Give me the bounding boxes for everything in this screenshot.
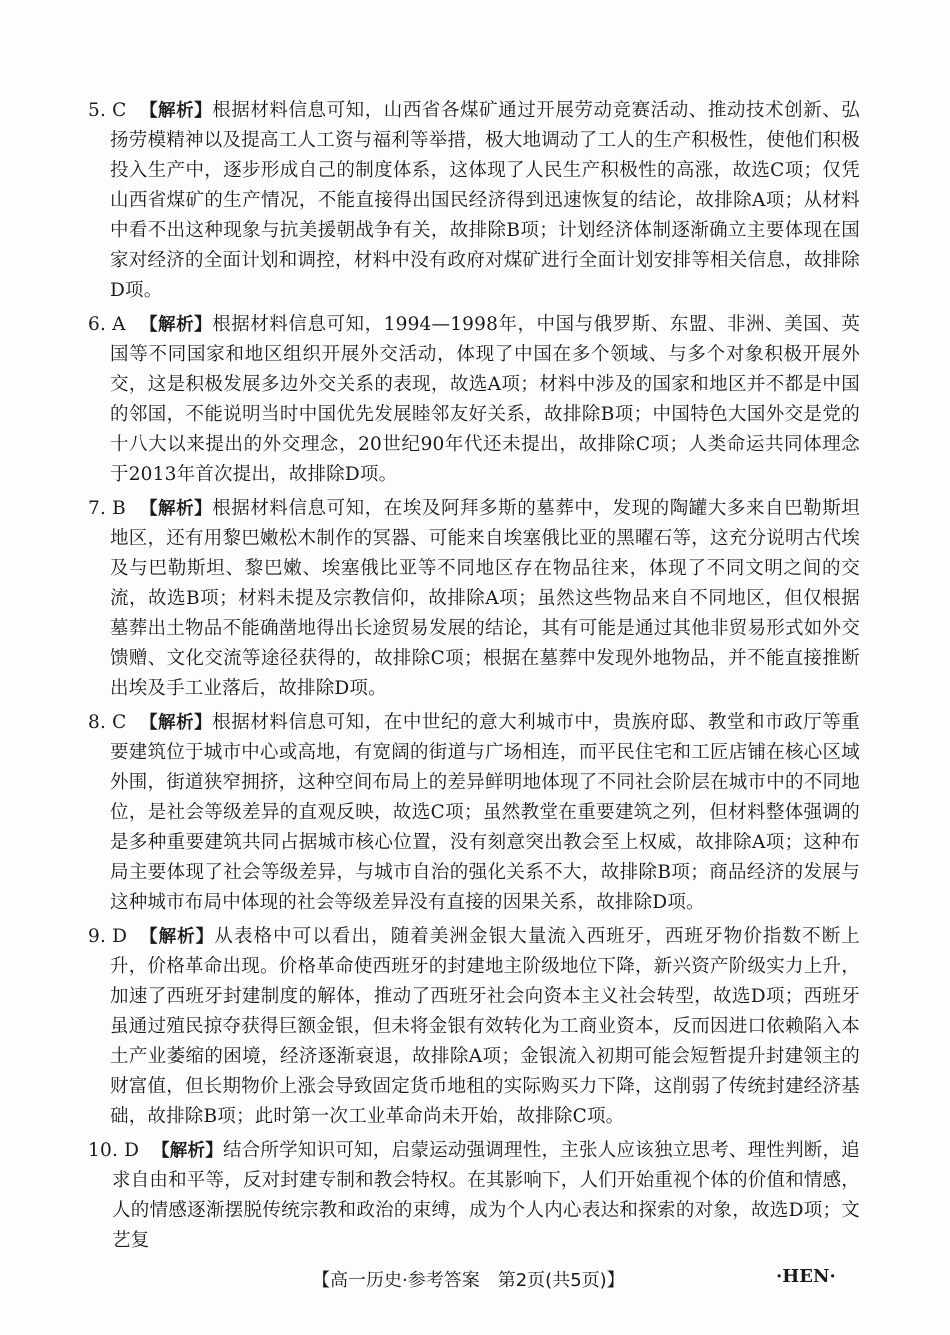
analysis-tag: 【解析】 xyxy=(140,101,213,121)
analysis-tag: 【解析】 xyxy=(140,713,213,733)
footer-page-info: 【高一历史·参考答案 第2页(共5页)】 xyxy=(312,1270,625,1291)
item-text: 根据材料信息可知，在中世纪的意大利城市中，贵族府邸、教堂和市政厅等重要建筑位于城市中心或高地，有宽阔的街道与广场相连，而平民住宅和工匠店铺在核心区域外围，街道狭窄拥挤，这种空间布局上的差异鲜明地体现了不同社会阶层在城市中的不同地位，是社会等级差异的直观反映，故选C项；虽然教堂在重要建筑之列，但材料整体强调的是多种重要建筑共同占据城市核心位置，没有刻意突出教会至上权威，故排除A项；这种布局主要体现了社会等级差异，与城市自治的强化关系不大，故排除B项；商品经济的发展与这种城市布局中体现的社会等级差异没有直接的因果关系，故排除D项。 xyxy=(110,712,860,913)
item-number: 9. D xyxy=(88,926,128,947)
analysis-tag: 【解析】 xyxy=(152,1141,223,1161)
item-text: 根据材料信息可知，山西省各煤矿通过开展劳动竞赛活动、推动技术创新、弘扬劳模精神以及提高工人工资与福利等举措，极大地调动了工人的生产积极性，使他们积极投入生产中，逐步形成自己的制度体系，这体现了人民生产积极性的高涨，故选C项；仅凭山西省煤矿的生产情况，不能直接得出国民经济得到迅速恢复的结论，故排除A项；从材料中看不出这种现象与抗美援朝战争有关，故排除B项；计划经济体制逐渐确立主要体现在国家对经济的全面计划和调控，材料中没有政府对煤矿进行全面计划安排等相关信息，故排除D项。 xyxy=(110,100,860,301)
answer-item-5 xyxy=(88,96,860,306)
item-text: 从表格中可以看出，随着美洲金银大量流入西班牙，西班牙物价指数不断上升，价格革命出现。价格革命使西班牙的封建地主阶级地位下降，新兴资产阶级实力上升，加速了西班牙封建制度的解体，推动了西班牙社会向资本主义社会转型，故选D项；西班牙虽通过殖民掠夺获得巨额金银，但未将金银有效转化为工商业资本，反而因进口依赖陷入本土产业萎缩的困境，经济逐渐衰退，故排除A项；金银流入初期可能会短暂提升封建领主的财富值，但长期物价上涨会导致固定货币地租的实际购买力下降，这削弱了传统封建经济基础，故排除B项；此时第一次工业革命尚未开始，故排除C项。 xyxy=(110,926,860,1127)
answer-item-7 xyxy=(88,494,860,704)
answer-content xyxy=(88,96,860,1260)
analysis-tag: 【解析】 xyxy=(140,315,213,335)
item-number: 10. D xyxy=(88,1140,140,1161)
answer-item-9 xyxy=(88,922,860,1132)
item-text: 根据材料信息可知，在埃及阿拜多斯的墓葬中，发现的陶罐大多来自巴勒斯坦地区，还有用黎巴嫩松木制作的冥器、可能来自埃塞俄比亚的黑曜石等，这充分说明古代埃及与巴勒斯坦、黎巴嫩、埃塞俄比亚等不同地区存在物品往来，体现了不同文明之间的交流，故选B项；材料未提及宗教信仰，故排除A项；虽然这些物品来自不同地区，但仅根据墓葬出土物品不能确凿地得出长途贸易发展的结论，其有可能是通过其他非贸易形式如外交馈赠、文化交流等途径获得的，故排除C项；根据在墓葬中发现外地物品，并不能直接推断出埃及手工业落后，故排除D项。 xyxy=(110,498,860,699)
item-number: 5. C xyxy=(88,100,127,121)
item-number: 8. C xyxy=(88,712,127,733)
answer-item-6 xyxy=(88,310,860,490)
analysis-tag: 【解析】 xyxy=(140,499,213,519)
answer-item-10 xyxy=(88,1136,860,1256)
answer-item-8 xyxy=(88,708,860,918)
item-text: 根据材料信息可知，1994—1998年，中国与俄罗斯、东盟、非洲、美国、英国等不同国家和地区组织开展外交活动，体现了中国在多个领域、与多个对象积极开展外交，这是积极发展多边外交关系的表现，故选A项；材料中涉及的国家和地区并不都是中国的邻国，不能说明当时中国优先发展睦邻友好关系，故排除B项；中国特色大国外交是党的十八大以来提出的外交理念，20世纪90年代还未提出，故排除C项；人类命运共同体理念于2013年首次提出，故排除D项。 xyxy=(110,314,860,485)
item-number: 6. A xyxy=(88,314,126,335)
item-number: 7. B xyxy=(88,498,126,519)
item-text: 结合所学知识可知，启蒙运动强调理性，主张人应该独立思考、理性判断，追求自由和平等，反对封建专制和教会特权。在其影响下，人们开始重视个体的价值和情感，人的情感逐渐摆脱传统宗教和政治的束缚，成为个人内心表达和探索的对象，故选D项；文艺复 xyxy=(112,1140,861,1251)
footer-code: ·HEN· xyxy=(776,1266,836,1287)
analysis-tag: 【解析】 xyxy=(140,927,215,947)
